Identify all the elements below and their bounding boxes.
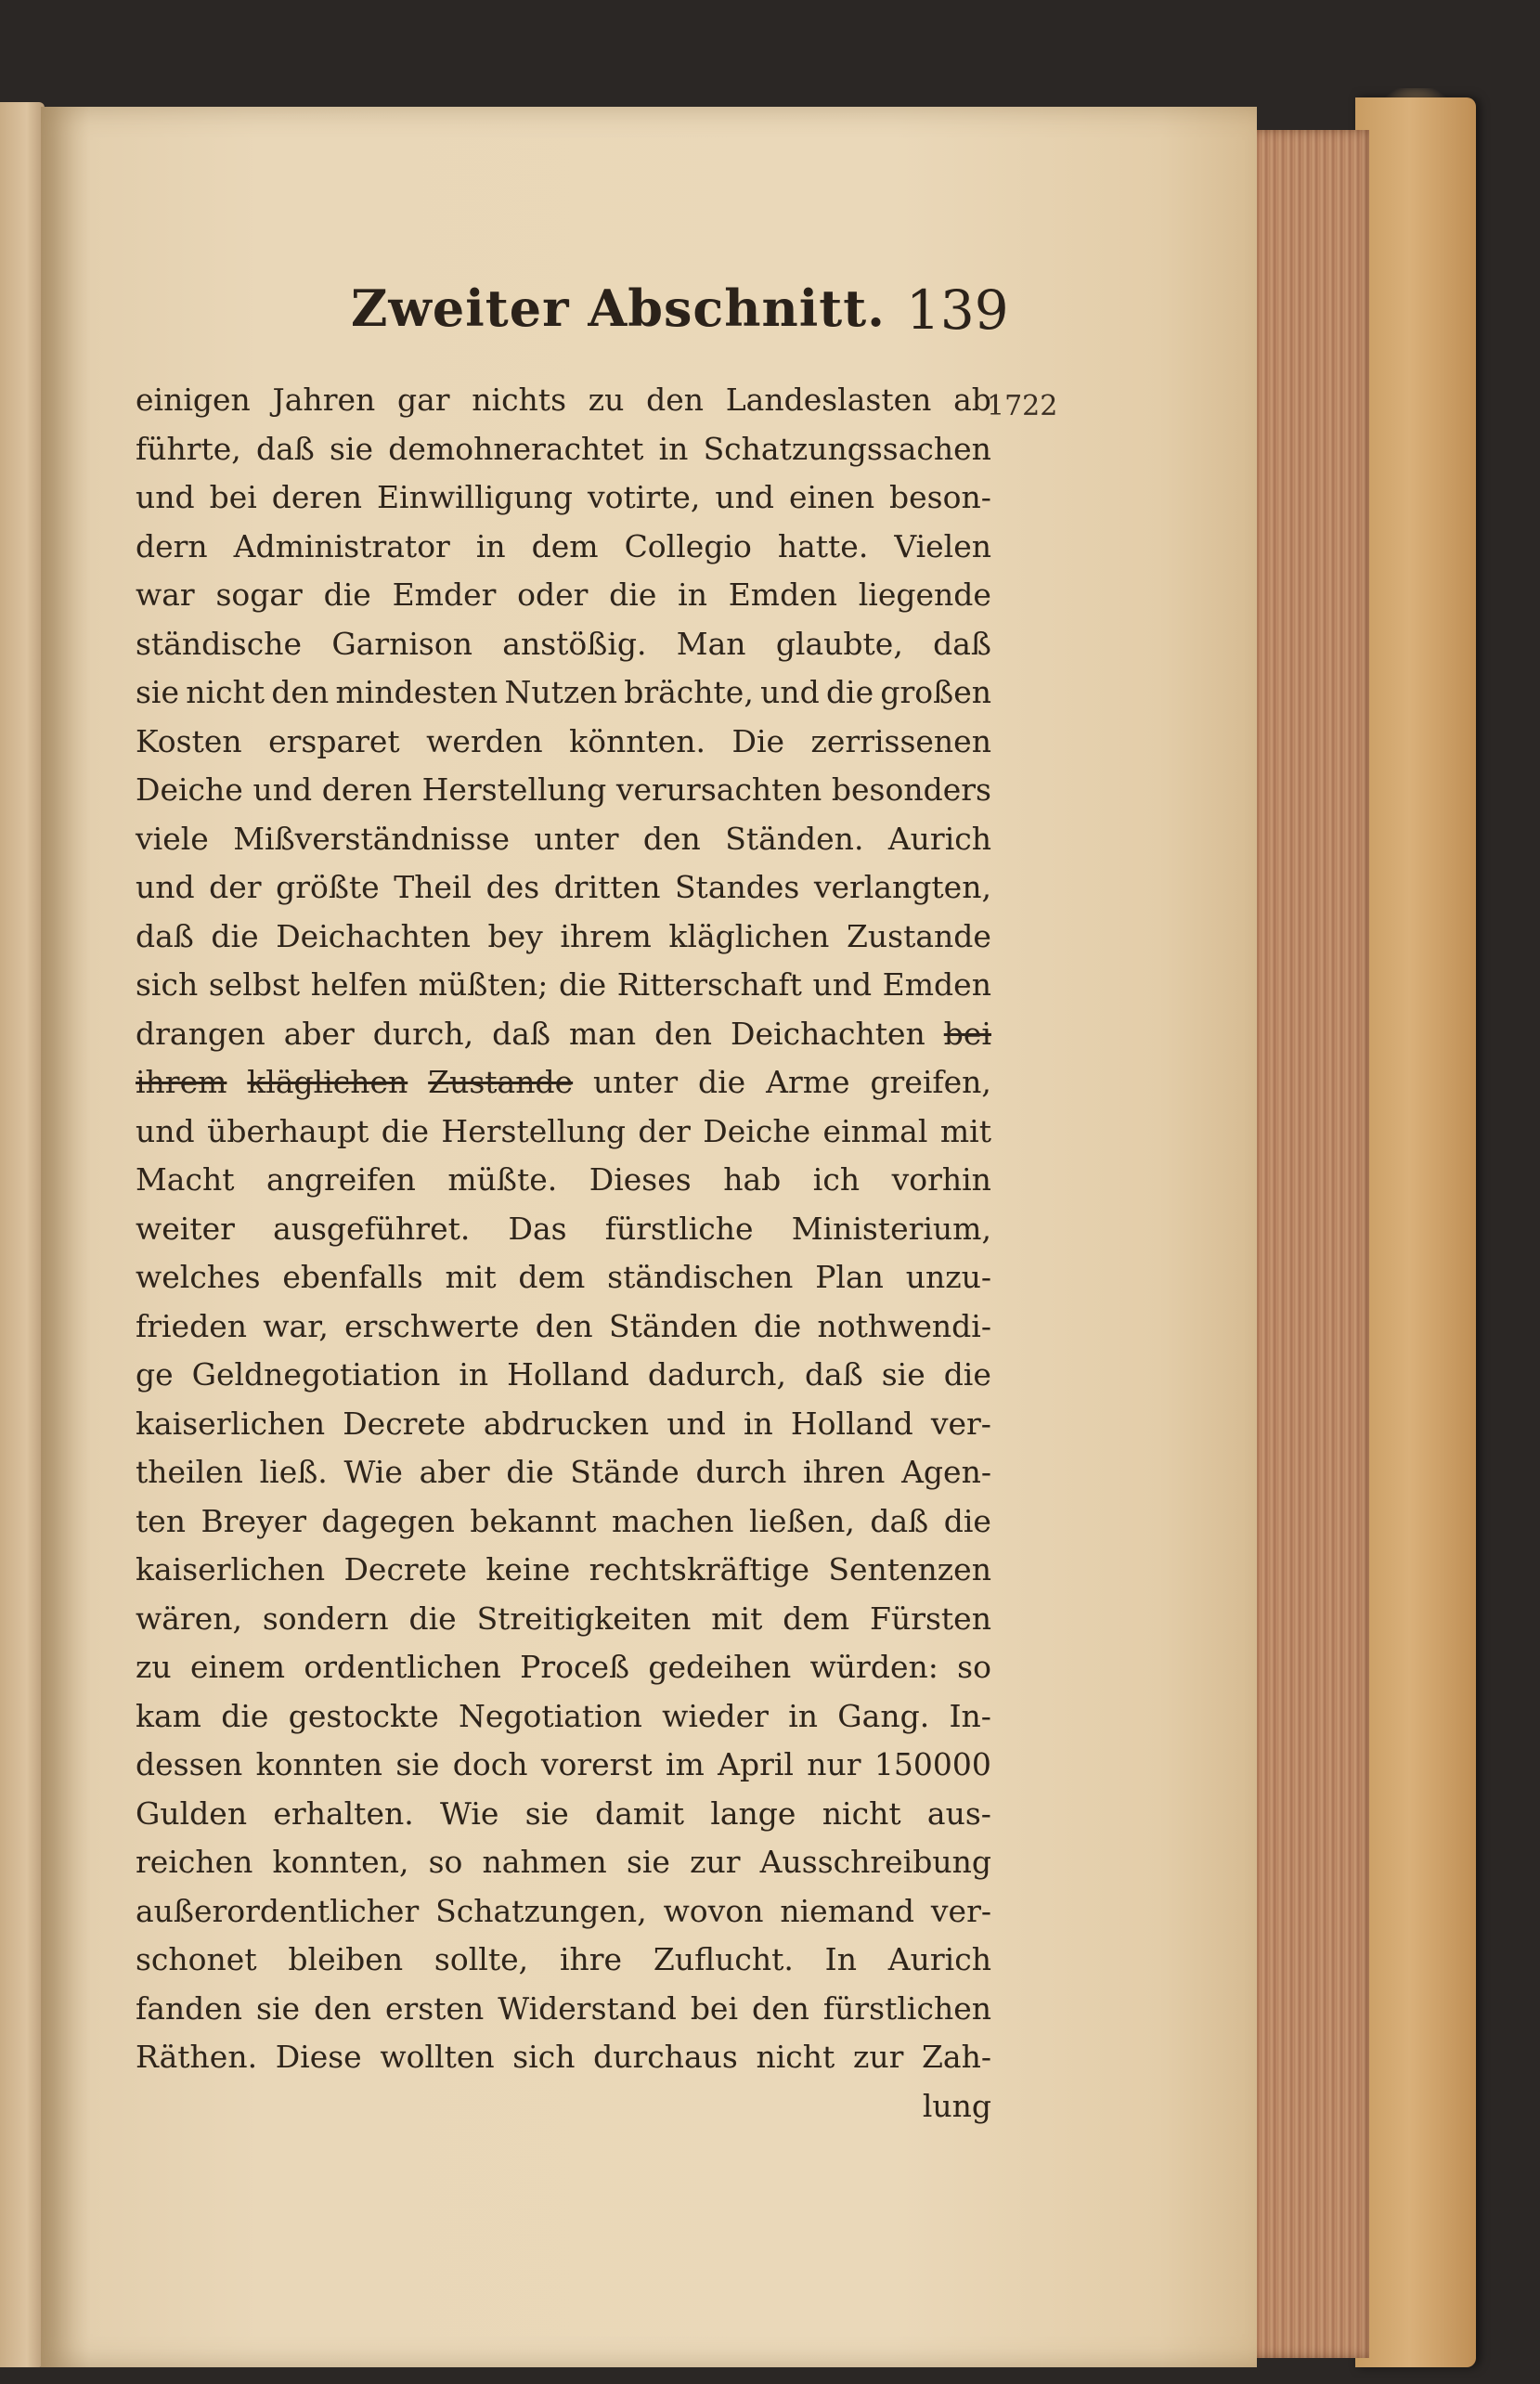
word: verursachten — [615, 771, 822, 808]
word: sollte, — [434, 1941, 529, 1977]
word: viele — [136, 820, 209, 857]
page-fore-edge — [1244, 130, 1369, 2358]
word: bei — [690, 1989, 739, 2027]
word: dadurch, — [647, 1356, 786, 1393]
book-cover-board — [1355, 97, 1476, 2367]
word: die — [408, 1600, 457, 1637]
word: Vielen — [894, 527, 991, 564]
text-line — [136, 1790, 991, 1839]
word: Proceß — [520, 1649, 630, 1685]
word: Geldnegotiation — [191, 1356, 441, 1393]
text-line — [136, 1595, 991, 1644]
word: Zah- — [921, 2039, 991, 2075]
word: Deiche — [703, 1112, 811, 1149]
word: Wie — [343, 1454, 403, 1490]
word: sie — [330, 430, 374, 467]
text-line — [136, 1887, 991, 1937]
word: nahmen — [482, 1844, 607, 1880]
word: in — [678, 577, 707, 613]
word: könnten. — [569, 722, 706, 759]
word: Macht — [136, 1161, 235, 1198]
word: ich — [812, 1161, 861, 1198]
word: die — [211, 917, 259, 954]
word: reichen — [136, 1844, 253, 1880]
word: Mißverständnisse — [233, 820, 511, 857]
text-line — [136, 425, 991, 474]
word: die — [221, 1697, 269, 1734]
word: im — [665, 1746, 705, 1782]
word: schonet — [136, 1941, 257, 1977]
word: nichts — [472, 382, 567, 418]
word: votirte, — [588, 479, 701, 515]
word: ab — [953, 382, 991, 418]
word: doch — [452, 1746, 528, 1782]
word: Herstellung — [421, 771, 607, 808]
word: und — [136, 1112, 195, 1149]
word: Aurich — [887, 1941, 991, 1977]
word: ge — [136, 1356, 174, 1393]
text-line — [136, 718, 991, 767]
running-head: Zweiter Abschnitt. — [351, 279, 886, 338]
word: ließen, — [748, 1502, 855, 1539]
word: die — [753, 1307, 802, 1344]
word: Ständen. — [725, 820, 864, 857]
word: Zuflucht. — [653, 1941, 794, 1977]
word: Dieses — [589, 1161, 692, 1198]
word: demohnerachtet — [388, 430, 644, 467]
text-line — [136, 376, 991, 425]
word: Die — [731, 722, 785, 759]
text-line — [136, 1741, 991, 1790]
word: daß — [804, 1356, 863, 1393]
text-line — [136, 1156, 991, 1205]
word: Decrete — [343, 1551, 468, 1587]
text-line — [136, 668, 991, 718]
word: und — [812, 966, 873, 1003]
word: Schatzungssachen — [703, 430, 991, 467]
word: müßte. — [447, 1161, 558, 1198]
word: kaiserlichen — [136, 1405, 326, 1442]
word: ihrem — [560, 917, 652, 954]
word: führte, — [136, 430, 241, 467]
text-line — [136, 1936, 991, 1985]
word: lange — [710, 1794, 796, 1832]
word: die — [323, 577, 371, 613]
word: ordentlichen — [304, 1649, 501, 1685]
word: ausgeführet. — [273, 1210, 471, 1247]
word: Deiche — [136, 771, 243, 808]
word: Diese — [275, 2039, 362, 2075]
word: rechtskräftige — [589, 1551, 809, 1587]
word: hatte. — [777, 527, 869, 564]
word: einigen — [136, 382, 251, 418]
word: Breyer — [201, 1502, 307, 1539]
word: sie — [881, 1356, 925, 1393]
word: bei — [943, 1015, 991, 1052]
text-line — [136, 1643, 991, 1692]
word: dem — [531, 527, 599, 564]
word: der — [209, 869, 262, 905]
word: kam — [136, 1697, 201, 1734]
word: fürstlichen — [822, 1989, 991, 2027]
word: glaubte, — [775, 625, 903, 662]
word: aber — [283, 1015, 355, 1052]
word: und — [666, 1405, 726, 1442]
word: 150000 — [874, 1746, 991, 1782]
text-line — [136, 1546, 991, 1595]
text-line — [136, 571, 991, 620]
word: so — [957, 1649, 991, 1685]
word: Deichachten — [276, 917, 471, 954]
body-text — [136, 376, 991, 2131]
text-line — [136, 815, 991, 864]
text-line — [136, 1448, 991, 1497]
word: anstößig. — [502, 625, 647, 662]
word: beson- — [889, 479, 991, 515]
word: Das — [508, 1210, 567, 1247]
word: sie — [395, 1746, 440, 1782]
word: mit — [939, 1112, 991, 1149]
word: würden: — [809, 1649, 938, 1685]
word: Schatzungen, — [435, 1892, 647, 1929]
word: bey — [487, 917, 543, 954]
word: oder — [517, 577, 589, 613]
text-line — [136, 620, 991, 669]
word: erschwerte — [344, 1307, 520, 1344]
word: zu — [588, 382, 625, 418]
word: In — [824, 1941, 857, 1977]
word: so — [428, 1844, 463, 1880]
word: Plan — [815, 1259, 884, 1295]
word: die — [698, 1064, 746, 1100]
word: fanden — [136, 1989, 243, 2027]
word: sondern — [262, 1600, 389, 1637]
word: den — [642, 820, 701, 857]
word: den — [646, 382, 705, 418]
word: wären, — [136, 1600, 242, 1637]
word: Gulden — [136, 1794, 248, 1832]
word: sie — [626, 1844, 670, 1880]
word: überhaupt — [207, 1112, 369, 1149]
word: einem — [189, 1649, 286, 1685]
word: und — [715, 479, 774, 515]
text-line — [136, 961, 991, 1010]
word: fürstliche — [604, 1210, 754, 1247]
word: helfen — [310, 966, 408, 1003]
word: Man — [676, 625, 746, 662]
text-line — [136, 1302, 991, 1352]
word: Deichachten — [731, 1015, 925, 1052]
word: Holland — [790, 1405, 913, 1442]
word: liegende — [858, 577, 991, 613]
word: aber — [419, 1454, 490, 1490]
text-line — [136, 913, 991, 962]
margin-year-note: 1722 — [987, 390, 1058, 422]
word: den — [535, 1307, 593, 1344]
word: zur — [852, 2039, 904, 2075]
word: Herstellung — [441, 1112, 626, 1149]
word: müßten; — [418, 966, 549, 1003]
word: die — [506, 1454, 554, 1490]
word: nicht — [186, 674, 265, 710]
word: war — [136, 577, 195, 613]
word: ver- — [930, 1405, 991, 1442]
word: keine — [485, 1551, 571, 1587]
word: den — [752, 1989, 809, 2027]
word: und — [760, 674, 820, 710]
word: sie — [256, 1989, 301, 2027]
word: konnten, — [272, 1844, 409, 1880]
text-line — [136, 1205, 991, 1254]
word: den — [314, 1989, 371, 2027]
word: die — [609, 577, 657, 613]
word: ten — [136, 1502, 187, 1539]
word: Wie — [440, 1794, 499, 1832]
word: Negotiation — [459, 1697, 642, 1734]
word: In- — [949, 1697, 991, 1734]
word: selbst — [208, 966, 301, 1003]
word: gar — [396, 382, 450, 418]
page-number: 139 — [906, 279, 1009, 342]
word: großen — [880, 674, 991, 710]
word: abdrucken — [483, 1405, 650, 1442]
word: Garnison — [331, 625, 472, 662]
word: gedeihen — [648, 1649, 792, 1685]
word: durchaus — [593, 2039, 738, 2075]
word: Emder — [392, 577, 497, 613]
word: Jahren — [272, 382, 376, 418]
word: und — [252, 771, 313, 808]
word: theilen — [136, 1454, 243, 1490]
word: und — [136, 479, 195, 515]
word: man — [568, 1015, 637, 1052]
word: Holland — [507, 1356, 629, 1393]
word: zerrissenen — [810, 722, 991, 759]
text-line — [136, 1058, 991, 1108]
word: nicht — [822, 1794, 901, 1832]
word: Gang. — [837, 1697, 930, 1734]
word: ersten — [384, 1989, 485, 2027]
word: Administrator — [233, 527, 450, 564]
word: drangen — [136, 1015, 265, 1052]
word: mit — [711, 1600, 763, 1637]
word: sogar — [215, 577, 303, 613]
word: Zustande — [428, 1064, 574, 1100]
word: werden — [426, 722, 543, 759]
word: Decrete — [343, 1405, 466, 1442]
word: den — [271, 674, 330, 710]
word: frieden — [136, 1307, 247, 1344]
word: die — [943, 1502, 991, 1539]
word: einen — [788, 479, 875, 515]
word: daß — [255, 430, 315, 467]
word: zur — [690, 1844, 741, 1880]
word: konnten — [255, 1746, 383, 1782]
word: bekannt — [470, 1502, 597, 1539]
word: dessen — [136, 1746, 243, 1782]
word: nur — [807, 1746, 861, 1782]
word: Ständen — [608, 1307, 738, 1344]
text-line — [136, 1985, 991, 2034]
word: sie — [136, 674, 180, 710]
word: die — [825, 674, 874, 710]
word: deren — [271, 479, 362, 515]
text-line — [136, 1253, 991, 1302]
word: außerordentlicher — [136, 1892, 420, 1929]
word: damit — [595, 1794, 685, 1832]
word: Collegio — [624, 527, 752, 564]
word: ver- — [930, 1892, 991, 1929]
word: unter — [593, 1064, 679, 1100]
word: unzu- — [905, 1259, 991, 1295]
word: wieder — [662, 1697, 769, 1734]
word: Landeslasten — [725, 382, 932, 418]
text-line — [136, 1692, 991, 1742]
word: war, — [263, 1307, 329, 1344]
word: einmal — [822, 1112, 928, 1149]
word: ersparet — [268, 722, 400, 759]
word: und — [136, 869, 195, 905]
word: wollten — [380, 2039, 495, 2075]
word: nicht — [756, 2039, 835, 2075]
word: Theil — [394, 869, 472, 905]
word: unter — [534, 820, 619, 857]
word: ihren — [803, 1454, 886, 1490]
word: in — [459, 1356, 489, 1393]
word: mit — [445, 1259, 497, 1295]
text-line — [136, 1400, 991, 1449]
word: Streitigkeiten — [476, 1600, 692, 1637]
word: dritten — [553, 869, 661, 905]
word: Räthen. — [136, 2039, 258, 2075]
text-line — [136, 1838, 991, 1887]
word: die — [559, 966, 607, 1003]
word: angreifen — [265, 1161, 416, 1198]
word: daß — [492, 1015, 550, 1052]
left-page-edge — [0, 102, 45, 2367]
word: ständischen — [607, 1259, 794, 1295]
word: Fürsten — [870, 1600, 991, 1637]
word: die — [943, 1356, 991, 1393]
word: Agen- — [901, 1454, 991, 1490]
word: mindesten — [335, 674, 498, 710]
word: ihre — [559, 1941, 623, 1977]
text-line — [136, 1010, 991, 1059]
word: den — [654, 1015, 713, 1052]
word: dem — [518, 1259, 586, 1295]
word: des — [485, 869, 540, 905]
word: nothwendi- — [817, 1307, 991, 1344]
text-line — [136, 523, 991, 572]
word: April — [718, 1746, 794, 1782]
word: zu — [136, 1649, 172, 1685]
word: Arme — [766, 1064, 850, 1100]
catchword: lung — [922, 2087, 991, 2124]
text-line — [136, 766, 991, 815]
text-line — [136, 2033, 991, 2082]
word: ebenfalls — [282, 1259, 423, 1295]
word: bleiben — [288, 1941, 404, 1977]
word: besonders — [831, 771, 991, 808]
word: hab — [723, 1161, 782, 1198]
word: Widerstand — [498, 1989, 677, 2027]
word: greifen, — [870, 1064, 991, 1100]
word: der — [638, 1112, 691, 1149]
word: daß — [933, 625, 991, 662]
word: durch — [695, 1454, 787, 1490]
word: sich — [512, 2039, 576, 2075]
word: durch, — [372, 1015, 474, 1052]
word: kaiserlichen — [136, 1551, 326, 1587]
word: Emden — [728, 577, 837, 613]
word: wovon — [663, 1892, 764, 1929]
word: Zustande — [846, 917, 991, 954]
word: Ausschreibung — [759, 1844, 991, 1880]
text-line — [136, 1351, 991, 1400]
word: deren — [321, 771, 412, 808]
word: dagegen — [321, 1502, 455, 1539]
word: Aurich — [887, 820, 991, 857]
word: sich — [136, 966, 199, 1003]
word: Ministerium, — [791, 1210, 991, 1247]
word: machen — [611, 1502, 734, 1539]
word: sie — [524, 1794, 569, 1832]
word: dem — [783, 1600, 850, 1637]
word: ständische — [136, 625, 303, 662]
word: verlangten, — [813, 869, 991, 905]
text-line — [136, 1108, 991, 1157]
text-line — [136, 863, 991, 913]
word: bei — [209, 479, 257, 515]
word: in — [788, 1697, 818, 1734]
word: aus- — [926, 1794, 991, 1832]
word: die — [381, 1112, 429, 1149]
word: ihrem — [136, 1064, 227, 1100]
text-line — [136, 1497, 991, 1547]
word: Kosten — [136, 722, 242, 759]
word: Standes — [674, 869, 800, 905]
word: Sentenzen — [828, 1551, 991, 1587]
word: Emden — [882, 966, 991, 1003]
word: erhalten. — [273, 1794, 414, 1832]
word: daß — [136, 917, 194, 954]
word: in — [658, 430, 689, 467]
word: größte — [276, 869, 380, 905]
word: vorhin — [891, 1161, 991, 1198]
word: Stände — [570, 1454, 679, 1490]
word: Einwilligung — [376, 479, 574, 515]
word: daß — [870, 1502, 929, 1539]
word: kläglichen — [247, 1064, 408, 1100]
word: ließ. — [259, 1454, 328, 1490]
word: brächte, — [624, 674, 754, 710]
word: kläglichen — [668, 917, 830, 954]
word: niemand — [780, 1892, 915, 1929]
word: in — [743, 1405, 773, 1442]
word: Nutzen — [504, 674, 617, 710]
word: gestockte — [288, 1697, 439, 1734]
word: Ritterschaft — [616, 966, 802, 1003]
word: welches — [136, 1259, 261, 1295]
word: dern — [136, 527, 208, 564]
word: vorerst — [540, 1746, 653, 1782]
text-line — [136, 473, 991, 523]
word: weiter — [136, 1210, 235, 1247]
word: in — [475, 527, 506, 564]
